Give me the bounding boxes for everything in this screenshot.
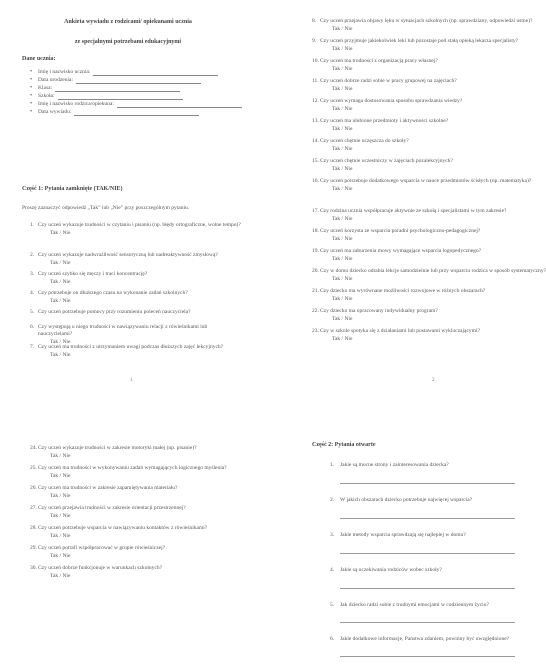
answer-options[interactable]: Tak / Nie bbox=[50, 298, 71, 304]
question-item: 27. Czy uczeń przejawia trudności w zakresie orientacji przestrzennej? Tak / Nie bbox=[30, 505, 245, 520]
answer-options[interactable]: Tak / Nie bbox=[50, 260, 71, 266]
question-item: 8. Czy uczeń przejawia objawy lęku w sytuacjach szkolnych (np. sprawdziany, odpowiedzi ustne)? Tak / Nie bbox=[312, 18, 533, 32]
answer-options[interactable]: Tak / Nie bbox=[332, 106, 353, 112]
question-item: 24. Czy uczeń wykazuje trudności w zakresie motoryki małej (np. pisanie)? Tak / Nie bbox=[30, 445, 245, 460]
answer-options[interactable]: Tak / Nie bbox=[50, 279, 71, 285]
answer-options[interactable]: Tak / Nie bbox=[50, 553, 71, 559]
answer-options[interactable]: Tak / Nie bbox=[50, 533, 71, 539]
question-item: 9. Czy uczeń przyjmuje jakiekolwiek leki lub pozostaje pod stałą opieką lekarza specjalisty? Tak / Nie bbox=[312, 38, 519, 52]
question-item: 30. Czy uczeń dobrze funkcjonuje w warunkach szkolnych? Tak / Nie bbox=[30, 565, 245, 580]
answer-options[interactable]: Tak / Nie bbox=[50, 230, 71, 236]
question-item: 20. Czy w domu dziecko odrabia lekcje samodzielnie lub przy wsparciu rodzica w sposób systematyczny? Tak / Nie bbox=[312, 268, 546, 282]
answer-options[interactable]: Tak / Nie bbox=[50, 453, 71, 459]
answer-options[interactable]: Tak / Nie bbox=[332, 146, 353, 152]
open-question: 6. Jakie dodatkowe informacje, Państwa zdaniem, powinny być uwzględnione? bbox=[330, 636, 510, 642]
instruction-text: Proszę zaznaczyć odpowiedź „Tak” lub „Nie” przy poszczególnym pytaniu. bbox=[22, 205, 190, 211]
fill-in-line[interactable] bbox=[76, 77, 201, 84]
answer-options[interactable]: Tak / Nie bbox=[332, 276, 353, 282]
open-question: 1. Jakie są mocne strony i zainteresowania dziecka? bbox=[330, 462, 449, 468]
question-item: 21. Czy dziecko ma wyrównane możliwości rozwojowe w różnych obszarach? Tak / Nie bbox=[312, 288, 512, 303]
answer-options[interactable]: Tak / Nie bbox=[332, 186, 353, 192]
answer-options[interactable]: Tak / Nie bbox=[332, 166, 353, 172]
question-item: 6. Czy występują u niego trudności w nawiązywaniu relacji z rówieśnikami lub nauczycielami? Tak / Nie bbox=[30, 324, 242, 346]
question-item: 4. Czy potrzebuje on dłuższego czasu na wykonanie zadań szkolnych? Tak / Nie bbox=[30, 290, 242, 305]
meta-field: • Klasa: bbox=[22, 84, 242, 92]
answer-options[interactable]: Tak / Nie bbox=[332, 46, 353, 52]
student-data-header: Dane ucznia: bbox=[22, 56, 56, 62]
answer-options[interactable]: Tak / Nie bbox=[332, 86, 353, 92]
answer-options[interactable]: Tak / Nie bbox=[332, 316, 353, 322]
answer-line[interactable] bbox=[340, 553, 515, 554]
answer-options[interactable]: Tak / Nie bbox=[332, 216, 353, 222]
answer-line[interactable] bbox=[340, 483, 515, 484]
question-item: 28. Czy uczeń potrzebuje wsparcia w nawiązywaniu kontaktów z rówieśnikami? Tak / Nie bbox=[30, 525, 245, 540]
answer-options[interactable]: Tak / Nie bbox=[50, 339, 71, 345]
section-1-title: Część 1: Pytania zamknięte (TAK/NIE) bbox=[22, 186, 123, 192]
answer-options[interactable]: Tak / Nie bbox=[332, 256, 353, 262]
answer-options[interactable]: Tak / Nie bbox=[332, 296, 353, 302]
fill-in-line[interactable] bbox=[55, 85, 180, 92]
question-item: 7. Czy uczeń ma trudności z utrzymaniem uwagi podczas dłuższych zajęć lekcyjnych? Tak / Nie bbox=[30, 344, 242, 359]
meta-field: • Data urodzenia: bbox=[22, 76, 242, 84]
question-item: 29. Czy uczeń potrafi współpracować w grupie rówieśniczej? Tak / Nie bbox=[30, 545, 245, 560]
page-number: 1 bbox=[130, 378, 133, 383]
fill-in-line[interactable] bbox=[74, 109, 199, 116]
question-item: 11. Czy uczeń dobrze radzi sobie w pracy grupowej na zajęciach? Tak / Nie bbox=[312, 78, 512, 93]
answer-options[interactable]: Tak / Nie bbox=[332, 236, 353, 242]
question-item: 25. Czy uczeń ma trudności w wykonywaniu zadań wymagających logicznego myślenia? Tak / Nie bbox=[30, 465, 245, 480]
question-item: 18. Czy uczeń korzysta ze wsparcia poradni psychologiczno-pedagogicznej? Tak / Nie bbox=[312, 228, 512, 243]
answer-options[interactable]: Tak / Nie bbox=[50, 352, 71, 358]
open-question: 3. Jakie metody wsparcia sprawdzają się najlepiej w domu? bbox=[330, 532, 466, 538]
student-data-list bbox=[22, 68, 242, 116]
answer-options[interactable]: Tak / Nie bbox=[332, 66, 353, 72]
question-item: 15. Czy uczeń chętnie uczestniczy w zajęciach pozalekcyjnych? Tak / Nie bbox=[312, 158, 512, 173]
answer-options[interactable]: Tak / Nie bbox=[332, 26, 353, 32]
question-item: 16. Czy uczeń potrzebuje dodatkowego wsparcia w nauce przedmiotów ścisłych (np. matematyka)? Tak / Nie bbox=[312, 178, 532, 192]
question-item: 2. Czy uczeń wykazuje nadwrażliwość sensoryczną lub nadreaktywność zmysłową? Tak / Nie bbox=[30, 252, 242, 267]
open-question: 4. Jakie są oczekiwania rodziców wobec szkoły? bbox=[330, 567, 442, 573]
section-2-title: Część 2: Pytania otwarte bbox=[312, 442, 376, 448]
meta-field: • Imię i nazwisko rodzica/opiekuna: bbox=[22, 100, 242, 108]
question-item: 10. Czy uczeń ma trudności z organizacją pracy własnej? Tak / Nie bbox=[312, 58, 512, 73]
open-question: 2. W jakich obszarach dziecko potrzebuje najwięcej wsparcia? bbox=[330, 497, 473, 503]
answer-options[interactable]: Tak / Nie bbox=[332, 336, 353, 342]
question-item: 3. Czy uczeń szybko się męczy i traci koncentrację? Tak / Nie bbox=[30, 271, 242, 286]
question-item: 22. Czy dziecko ma opracowany indywidualny program? Tak / Nie bbox=[312, 308, 512, 323]
answer-options[interactable]: Tak / Nie bbox=[50, 493, 71, 499]
question-item: 14. Czy uczeń chętnie uczęszcza do szkoły? Tak / Nie bbox=[312, 138, 512, 153]
answer-options[interactable]: Tak / Nie bbox=[50, 473, 71, 479]
fill-in-line[interactable] bbox=[93, 69, 218, 76]
open-question: 5. Jak dziecko radzi sobie z trudnymi emocjami w codziennym życiu? bbox=[330, 602, 489, 608]
question-item: 23. Czy w szkole spotyka się z działaniami lub postawami wykluczającymi? Tak / Nie bbox=[312, 328, 512, 343]
answer-line[interactable] bbox=[340, 656, 515, 657]
document-subtitle: ze specjalnymi potrzebami edukacyjnymi bbox=[74, 39, 182, 45]
answer-line[interactable] bbox=[340, 622, 515, 623]
question-item: 1. Czy uczeń wykazuje trudności w czytaniu i pisaniu (np. błędy ortograficzne, wolne tempo)? Tak / Nie bbox=[30, 222, 241, 236]
answer-line[interactable] bbox=[340, 588, 515, 589]
document-page-1 bbox=[0, 0, 250, 326]
page-number: 2 bbox=[432, 378, 435, 383]
answer-options[interactable]: Tak / Nie bbox=[332, 126, 353, 132]
answer-options[interactable]: Tak / Nie bbox=[50, 573, 71, 579]
answer-line[interactable] bbox=[340, 518, 515, 519]
question-item: 26. Czy uczeń ma trudności w zakresie zapamiętywania materiału? Tak / Nie bbox=[30, 485, 245, 500]
question-item: 5. Czy uczeń potrzebuje pomocy przy rozumieniu poleceń nauczyciela? bbox=[30, 309, 191, 315]
question-item: 12. Czy uczeń wymaga dostosowania sposobu sprawdzania wiedzy? Tak / Nie bbox=[312, 98, 512, 113]
meta-field: • Szkoła: bbox=[22, 92, 242, 100]
fill-in-line[interactable] bbox=[117, 101, 242, 108]
question-item: 13. Czy uczeń ma ulubione przedmioty i aktywności szkolne? Tak / Nie bbox=[312, 118, 512, 133]
question-item: 19. Czy uczeń ma zaburzenia mowy wymagające wsparcia logopedycznego? Tak / Nie bbox=[312, 248, 512, 263]
question-item: 17. Czy rodzina ucznia współpracuje aktywnie ze szkołą i specjalistami w tym zakresie? Tak / Nie bbox=[312, 208, 512, 223]
answer-options[interactable]: Tak / Nie bbox=[50, 513, 71, 519]
document-title: Ankieta wywiadu z rodzicami/ opiekunami ucznia bbox=[64, 19, 192, 25]
meta-field: • Imię i nazwisko ucznia: bbox=[22, 68, 242, 76]
meta-field: • Data wywiadu: bbox=[22, 108, 242, 116]
fill-in-line[interactable] bbox=[58, 93, 183, 100]
